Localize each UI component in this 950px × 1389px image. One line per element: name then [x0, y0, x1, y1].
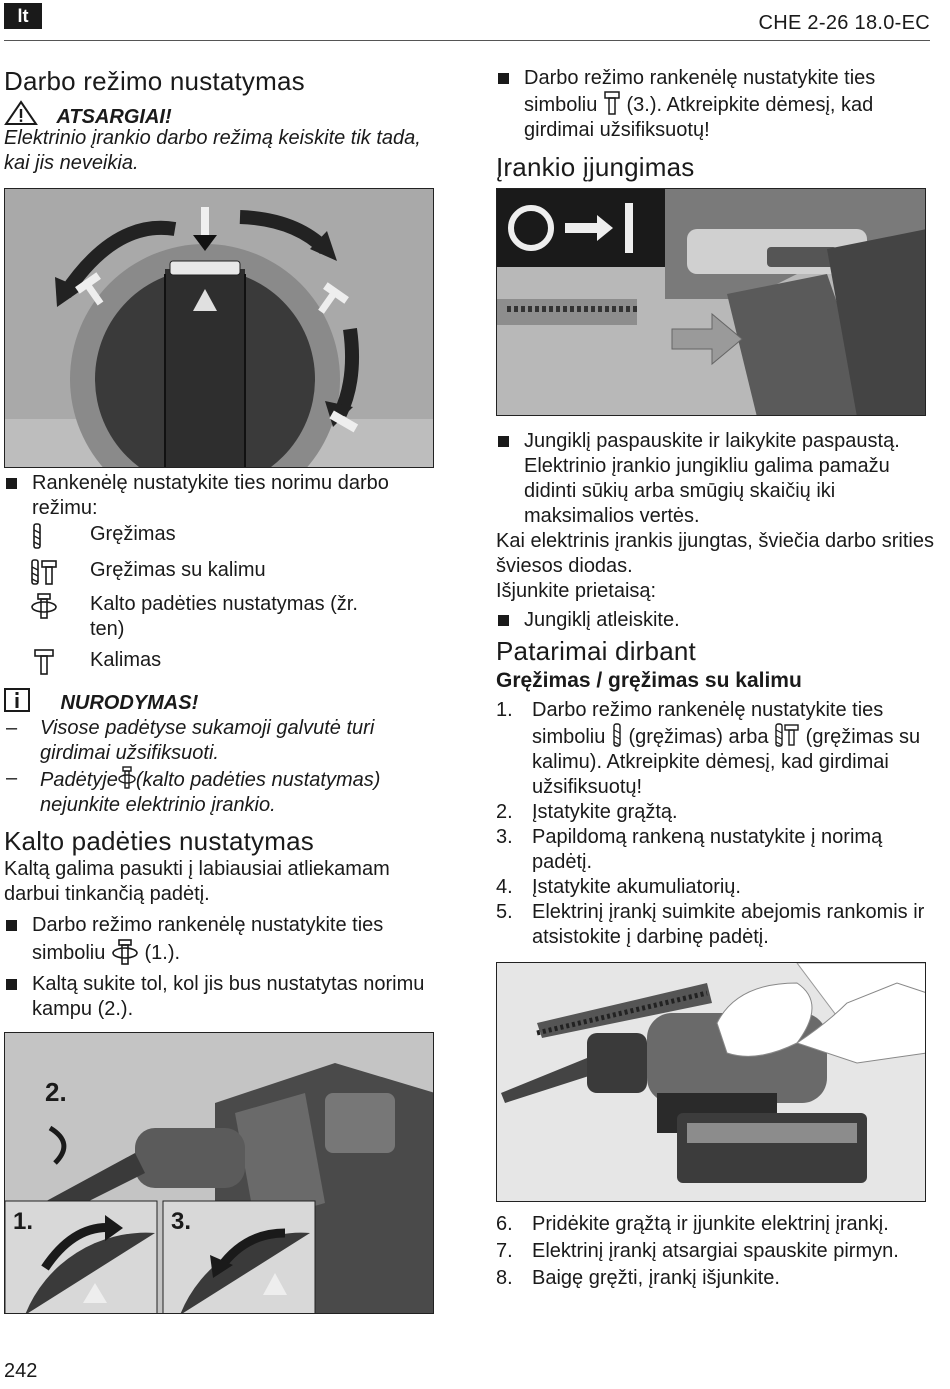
figure-step-1-label: 1. — [13, 1208, 34, 1235]
note-block — [4, 688, 444, 818]
tips-subtitle: Gręžimas / gręžimas su kalimu — [496, 669, 802, 692]
chisel-intro: Kaltą galima pasukti į labiausiai atliekamam darbui tinkančią padėtį. — [4, 858, 390, 905]
tips-step-2: 2. Įstatykite grąžtą. — [496, 801, 678, 823]
top-right-bullet — [496, 66, 936, 143]
mode-label: Gręžimas su kalimu — [90, 559, 266, 581]
chisel-adjust-icon — [111, 938, 139, 966]
figure-step-2-label: 2. — [45, 1077, 67, 1107]
switch-section-title: Įrankio įjungimas — [496, 152, 695, 182]
tips-steps-list — [496, 698, 936, 950]
hammer-icon — [30, 648, 58, 676]
warning-triangle-icon — [4, 100, 38, 126]
language-tag: lt — [4, 3, 42, 29]
chisel-adjust-icon — [30, 592, 58, 620]
tips-step-8: 8. Baigę gręžti, įrankį išjunkite. — [496, 1267, 780, 1289]
tips-step-6: 6. Pridėkite grąžtą ir įjunkite elektrinį įrankį. — [496, 1213, 889, 1235]
tips-step-7: 7. Elektrinį įrankį atsargiai spauskite pirmyn. — [496, 1240, 899, 1262]
info-icon — [4, 688, 30, 712]
set-hammer-mode-text: Darbo režimo rankenėlę nustatykite ties simboliu (3.). Atkreipkite dėmesį, kad girdimai užsifiksuotų! — [496, 66, 936, 143]
tips-section-title: Patarimai dirbant — [496, 636, 696, 666]
hammer-drill-icon — [774, 723, 800, 747]
page-number: 242 — [4, 1360, 38, 1382]
mode-label: Kalimas — [90, 649, 162, 671]
chisel-adjust-icon — [118, 766, 136, 790]
mode-label: Kalto padėties nustatymas (žr. ten) — [90, 593, 358, 640]
figure-step-3-label: 3. — [171, 1208, 192, 1235]
note-item-1: – Visose padėtyse sukamoji galvutė turi girdimai užsifiksuoti. — [4, 716, 444, 766]
set-mode-text: Rankenėlę nustatykite ties norimu darbo režimu: — [4, 471, 434, 521]
working-position-figure — [496, 962, 926, 1202]
warning-label: ATSARGIAI! — [56, 106, 172, 128]
switch-figure — [496, 188, 926, 416]
mode-label: Gręžimas — [90, 523, 176, 545]
mode-section-title: Darbo režimo nustatymas — [4, 66, 305, 96]
chisel-step-1: Darbo režimo rankenėlę nustatykite ties simboliu (1.). — [4, 913, 444, 966]
model-name: CHE 2-26 18.0-EC — [758, 12, 930, 34]
tips-step-3: 3. Papildomą rankeną nustatykite į norimą padėtį. — [496, 826, 883, 873]
chisel-section-body — [4, 857, 444, 1022]
switch-section-body — [496, 429, 936, 633]
set-mode-bullet — [4, 471, 434, 521]
tips-step-1: 1. Darbo režimo rankenėlę nustatykite ties simboliu (gręžimas) arba (gręžimas su kalimu). Atkreipkite dėmesį, kad girdimai užsifiksuotų! — [496, 699, 921, 798]
tips-step-4: 4. Įstatykite akumuliatorių. — [496, 876, 741, 898]
switch-off-text: Išjunkite prietaisą: — [496, 580, 657, 602]
tips-steps-list-2 — [496, 1212, 936, 1291]
chisel-section-title: Kalto padėties nustatymas — [4, 826, 314, 856]
tips-step-5: 5. Elektrinį įrankį suimkite abejomis rankomis ir atsistokite į darbinę padėtį. — [496, 901, 925, 948]
hammer-icon — [603, 91, 621, 115]
switch-press-text: Jungiklį paspauskite ir laikykite paspaustą. Elektrinio įrankio jungikliu galima pamažu didinti sūkių arba smūgių skaičių iki maksimalios vertės. — [496, 429, 936, 529]
mode-dial-figure — [4, 188, 434, 468]
chisel-step-2: Kaltą sukite tol, kol jis bus nustatytas norimu kampu (2.). — [4, 972, 444, 1022]
note-label: NURODYMAS! — [60, 692, 199, 714]
warning-text: Elektrinio įrankio darbo režimą keiskite tik tada, kai jis neveikia. — [4, 127, 421, 174]
drill-icon — [611, 723, 623, 747]
note-item-2: – Padėtyje (kalto padėties nustatymas) nejunkite elektrinio įrankio. — [4, 766, 444, 818]
drill-icon — [30, 522, 58, 550]
hammer-drill-icon — [30, 558, 58, 586]
switch-led-text: Kai elektrinis įrankis įjungtas, šviečia darbo srities šviesos diodas. — [496, 530, 934, 577]
chisel-adjust-figure — [4, 1032, 434, 1314]
warning-block — [4, 100, 434, 176]
header-divider — [4, 40, 930, 41]
switch-release-text: Jungiklį atleiskite. — [496, 608, 936, 633]
